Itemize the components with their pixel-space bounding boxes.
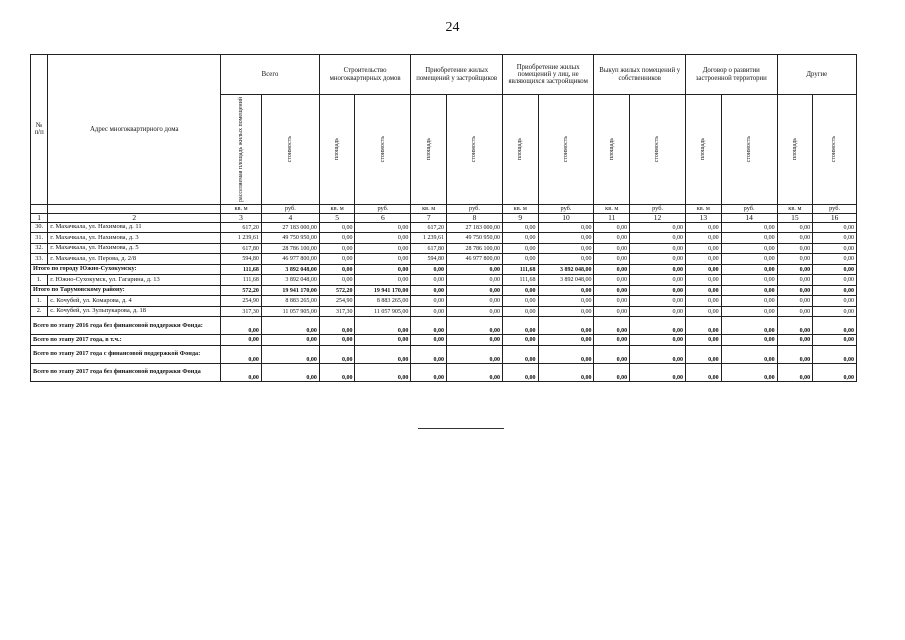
group-header-buyout: Выкуп жилых помещений у собственников xyxy=(594,55,686,95)
index-cell: 5 xyxy=(319,213,355,222)
value-cell: 0,00 xyxy=(446,345,502,363)
value-cell: 0,00 xyxy=(813,275,857,286)
value-cell: 0,00 xyxy=(502,243,538,254)
value-cell: 0,00 xyxy=(630,264,686,275)
row-address: г. Южно-Сухокумск, ул. Гагарина, д. 13 xyxy=(48,275,221,286)
value-cell: 617,20 xyxy=(411,222,447,233)
row-address: г. Махачкала, ул. Нахимова, д. 11 xyxy=(48,222,221,233)
value-cell: 0,00 xyxy=(411,296,447,307)
value-cell: 0,00 xyxy=(721,233,777,244)
value-cell: 0,00 xyxy=(721,254,777,265)
value-cell: 0,00 xyxy=(777,254,813,265)
value-cell: 0,00 xyxy=(319,363,355,381)
value-cell: 0,00 xyxy=(594,345,630,363)
value-cell: 0,00 xyxy=(777,285,813,296)
value-cell: 0,00 xyxy=(319,264,355,275)
value-cell: 0,00 xyxy=(777,296,813,307)
total-label: Всего по этапу 2016 года без финансовой поддержки Фонда: xyxy=(31,317,221,335)
row-address: г. Махачкала, ул. Нахимова, д. 5 xyxy=(48,243,221,254)
value-cell: 46 977 800,00 xyxy=(446,254,502,265)
value-cell: 0,00 xyxy=(813,254,857,265)
group-header-other: Другие xyxy=(777,55,856,95)
value-cell: 0,00 xyxy=(355,317,411,335)
value-cell: 0,00 xyxy=(721,222,777,233)
value-cell: 0,00 xyxy=(777,222,813,233)
subheader-area-total: расселяемая площадь жилых помещений xyxy=(237,97,244,202)
value-cell: 0,00 xyxy=(355,233,411,244)
value-cell: 0,00 xyxy=(686,285,722,296)
value-cell: 27 183 000,00 xyxy=(446,222,502,233)
index-cell: 6 xyxy=(355,213,411,222)
index-cell: 14 xyxy=(721,213,777,222)
table-row xyxy=(31,243,857,254)
value-cell: 0,00 xyxy=(686,363,722,381)
value-cell: 0,00 xyxy=(594,243,630,254)
value-cell: 0,00 xyxy=(355,243,411,254)
unit-cost: руб. xyxy=(538,204,594,213)
value-cell: 8 883 265,00 xyxy=(355,296,411,307)
value-cell: 617,80 xyxy=(411,243,447,254)
index-cell: 2 xyxy=(48,213,221,222)
index-cell: 8 xyxy=(446,213,502,222)
index-cell: 3 xyxy=(221,213,262,222)
value-cell: 0,00 xyxy=(813,335,857,346)
index-cell: 9 xyxy=(502,213,538,222)
row-address: г. Махачкала, ул. Перова, д. 2/8 xyxy=(48,254,221,265)
value-cell: 0,00 xyxy=(502,285,538,296)
value-cell: 0,00 xyxy=(777,345,813,363)
index-cell: 1 xyxy=(31,213,48,222)
value-cell: 0,00 xyxy=(411,345,447,363)
value-cell: 0,00 xyxy=(594,264,630,275)
value-cell: 0,00 xyxy=(261,345,319,363)
row-address: с. Кочубей, ул. Комарова, д. 4 xyxy=(48,296,221,307)
index-cell: 7 xyxy=(411,213,447,222)
value-cell: 0,00 xyxy=(502,233,538,244)
value-cell: 0,00 xyxy=(538,335,594,346)
value-cell: 0,00 xyxy=(538,243,594,254)
unit-cost: руб. xyxy=(261,204,319,213)
subheader-cost: стоимость xyxy=(379,136,386,163)
header-row-groups xyxy=(31,55,857,95)
value-cell: 0,00 xyxy=(721,306,777,317)
row-number: 1. xyxy=(31,275,48,286)
value-cell: 28 786 100,00 xyxy=(261,243,319,254)
value-cell: 0,00 xyxy=(594,275,630,286)
value-cell: 0,00 xyxy=(721,285,777,296)
value-cell: 0,00 xyxy=(686,243,722,254)
value-cell: 0,00 xyxy=(411,264,447,275)
value-cell: 0,00 xyxy=(502,306,538,317)
value-cell: 0,00 xyxy=(721,243,777,254)
value-cell: 0,00 xyxy=(630,254,686,265)
unit-cost: руб. xyxy=(813,204,857,213)
value-cell: 0,00 xyxy=(538,317,594,335)
subheader-cost: стоимость xyxy=(745,136,752,163)
value-cell: 0,00 xyxy=(594,233,630,244)
unit-area: кв. м xyxy=(319,204,355,213)
subheader-area: площадь xyxy=(700,138,707,161)
unit-area: кв. м xyxy=(221,204,262,213)
value-cell: 572,20 xyxy=(319,285,355,296)
value-cell: 0,00 xyxy=(319,335,355,346)
value-cell: 0,00 xyxy=(502,363,538,381)
value-cell: 0,00 xyxy=(538,285,594,296)
index-cell: 4 xyxy=(261,213,319,222)
value-cell: 0,00 xyxy=(686,296,722,307)
index-cell: 15 xyxy=(777,213,813,222)
value-cell: 0,00 xyxy=(411,363,447,381)
value-cell: 0,00 xyxy=(538,254,594,265)
value-cell: 3 892 048,00 xyxy=(261,264,319,275)
row-address: г. Махачкала, ул. Нахимова, д. 3 xyxy=(48,233,221,244)
value-cell: 0,00 xyxy=(355,345,411,363)
table-row xyxy=(31,254,857,265)
col-address-header: Адрес многоквартирного дома xyxy=(48,55,221,205)
value-cell: 0,00 xyxy=(355,363,411,381)
table-row xyxy=(31,275,857,286)
value-cell: 0,00 xyxy=(721,363,777,381)
row-number: 32. xyxy=(31,243,48,254)
value-cell: 111,68 xyxy=(502,275,538,286)
value-cell: 0,00 xyxy=(355,264,411,275)
value-cell: 0,00 xyxy=(721,264,777,275)
row-number: 30. xyxy=(31,222,48,233)
index-cell: 10 xyxy=(538,213,594,222)
unit-area: кв. м xyxy=(594,204,630,213)
row-number: 2. xyxy=(31,306,48,317)
subheader-area: площадь xyxy=(517,138,524,161)
value-cell: 0,00 xyxy=(411,285,447,296)
subheader-area: площадь xyxy=(333,138,340,161)
value-cell: 0,00 xyxy=(686,254,722,265)
group-header-construction: Строительство многоквартирных домов xyxy=(319,55,411,95)
total-label: Итого по городу Южно-Сухокумску: xyxy=(31,264,221,275)
value-cell: 27 183 000,00 xyxy=(261,222,319,233)
index-cell: 16 xyxy=(813,213,857,222)
row-address: с. Кочубей, ул. Зульпукарова, д. 18 xyxy=(48,306,221,317)
total-row xyxy=(31,345,857,363)
value-cell: 0,00 xyxy=(446,275,502,286)
value-cell: 0,00 xyxy=(630,285,686,296)
value-cell: 0,00 xyxy=(538,296,594,307)
value-cell: 0,00 xyxy=(686,233,722,244)
value-cell: 0,00 xyxy=(446,317,502,335)
value-cell: 317,30 xyxy=(221,306,262,317)
value-cell: 0,00 xyxy=(630,306,686,317)
unit-area: кв. м xyxy=(686,204,722,213)
group-header-territory-development: Договор о развитии застроенной территории xyxy=(686,55,778,95)
unit-area: кв. м xyxy=(411,204,447,213)
row-number: 33. xyxy=(31,254,48,265)
value-cell: 0,00 xyxy=(686,264,722,275)
table-row xyxy=(31,222,857,233)
table-row xyxy=(31,233,857,244)
value-cell: 572,20 xyxy=(221,285,262,296)
value-cell: 0,00 xyxy=(594,363,630,381)
unit-area: кв. м xyxy=(777,204,813,213)
value-cell: 3 892 048,00 xyxy=(261,275,319,286)
value-cell: 11 057 905,00 xyxy=(261,306,319,317)
table-body xyxy=(31,222,857,381)
value-cell: 0,00 xyxy=(319,254,355,265)
table-row xyxy=(31,296,857,307)
value-cell: 0,00 xyxy=(777,317,813,335)
value-cell: 0,00 xyxy=(630,335,686,346)
value-cell: 1 239,61 xyxy=(221,233,262,244)
unit-cost: руб. xyxy=(721,204,777,213)
value-cell: 49 750 950,00 xyxy=(261,233,319,244)
value-cell: 0,00 xyxy=(813,233,857,244)
value-cell: 0,00 xyxy=(538,222,594,233)
value-cell: 0,00 xyxy=(446,306,502,317)
value-cell: 111,68 xyxy=(221,264,262,275)
units-row xyxy=(31,204,857,213)
value-cell: 0,00 xyxy=(721,296,777,307)
total-label: Всего по этапу 2017 года без финансовой поддержки Фонда xyxy=(31,363,221,381)
value-cell: 0,00 xyxy=(319,345,355,363)
value-cell: 0,00 xyxy=(721,345,777,363)
subheader-area: площадь xyxy=(791,138,798,161)
end-divider-line xyxy=(418,428,504,429)
value-cell: 0,00 xyxy=(319,275,355,286)
value-cell: 0,00 xyxy=(686,317,722,335)
value-cell: 0,00 xyxy=(721,335,777,346)
value-cell: 0,00 xyxy=(502,296,538,307)
value-cell: 0,00 xyxy=(594,222,630,233)
value-cell: 0,00 xyxy=(411,306,447,317)
subheader-area: площадь xyxy=(425,138,432,161)
value-cell: 0,00 xyxy=(261,317,319,335)
value-cell: 0,00 xyxy=(777,335,813,346)
value-cell: 3 892 048,00 xyxy=(538,275,594,286)
value-cell: 317,30 xyxy=(319,306,355,317)
table-row xyxy=(31,306,857,317)
value-cell: 0,00 xyxy=(502,254,538,265)
total-row xyxy=(31,335,857,346)
program-table xyxy=(30,54,857,382)
value-cell: 0,00 xyxy=(319,317,355,335)
value-cell: 0,00 xyxy=(594,254,630,265)
total-row xyxy=(31,317,857,335)
value-cell: 0,00 xyxy=(355,335,411,346)
value-cell: 19 941 170,00 xyxy=(261,285,319,296)
value-cell: 3 892 048,00 xyxy=(538,264,594,275)
index-cell: 12 xyxy=(630,213,686,222)
value-cell: 0,00 xyxy=(630,222,686,233)
unit-cost: руб. xyxy=(630,204,686,213)
value-cell: 0,00 xyxy=(502,335,538,346)
row-number: 1. xyxy=(31,296,48,307)
value-cell: 0,00 xyxy=(221,363,262,381)
unit-area: кв. м xyxy=(502,204,538,213)
value-cell: 0,00 xyxy=(594,335,630,346)
value-cell: 0,00 xyxy=(221,345,262,363)
value-cell: 0,00 xyxy=(777,243,813,254)
value-cell: 0,00 xyxy=(538,363,594,381)
value-cell: 0,00 xyxy=(446,363,502,381)
value-cell: 0,00 xyxy=(777,233,813,244)
value-cell: 0,00 xyxy=(319,243,355,254)
index-row xyxy=(31,213,857,222)
value-cell: 0,00 xyxy=(686,335,722,346)
value-cell: 0,00 xyxy=(813,243,857,254)
value-cell: 594,80 xyxy=(221,254,262,265)
total-label: Итого по Тарумовскому району: xyxy=(31,285,221,296)
page-number: 24 xyxy=(445,20,460,35)
subheader-cost: стоимость xyxy=(831,136,838,163)
index-cell: 11 xyxy=(594,213,630,222)
value-cell: 594,80 xyxy=(411,254,447,265)
value-cell: 0,00 xyxy=(502,222,538,233)
total-label: Всего по этапу 2017 года, в т.ч.: xyxy=(31,335,221,346)
value-cell: 0,00 xyxy=(538,345,594,363)
value-cell: 11 057 905,00 xyxy=(355,306,411,317)
subheader-cost: стоимость xyxy=(654,136,661,163)
value-cell: 0,00 xyxy=(446,264,502,275)
total-row xyxy=(31,363,857,381)
value-cell: 0,00 xyxy=(813,306,857,317)
value-cell: 0,00 xyxy=(221,335,262,346)
value-cell: 49 750 950,00 xyxy=(446,233,502,244)
value-cell: 0,00 xyxy=(777,275,813,286)
value-cell: 0,00 xyxy=(630,317,686,335)
value-cell: 0,00 xyxy=(686,275,722,286)
value-cell: 0,00 xyxy=(411,275,447,286)
group-header-total: Всего xyxy=(221,55,320,95)
value-cell: 0,00 xyxy=(813,222,857,233)
col-num-header: № п/п xyxy=(31,55,48,205)
value-cell: 0,00 xyxy=(446,335,502,346)
total-row xyxy=(31,285,857,296)
value-cell: 0,00 xyxy=(813,345,857,363)
subheader-area: площадь xyxy=(608,138,615,161)
unit-cost: руб. xyxy=(446,204,502,213)
value-cell: 0,00 xyxy=(630,345,686,363)
value-cell: 0,00 xyxy=(594,285,630,296)
value-cell: 28 786 100,00 xyxy=(446,243,502,254)
value-cell: 0,00 xyxy=(538,306,594,317)
total-label: Всего по этапу 2017 года с финансовой поддержкой Фонда: xyxy=(31,345,221,363)
value-cell: 0,00 xyxy=(355,222,411,233)
unit-cost: руб. xyxy=(355,204,411,213)
value-cell: 0,00 xyxy=(319,222,355,233)
value-cell: 0,00 xyxy=(502,345,538,363)
index-cell: 13 xyxy=(686,213,722,222)
value-cell: 254,90 xyxy=(221,296,262,307)
value-cell: 0,00 xyxy=(446,296,502,307)
value-cell: 617,20 xyxy=(221,222,262,233)
value-cell: 0,00 xyxy=(813,363,857,381)
value-cell: 0,00 xyxy=(777,306,813,317)
value-cell: 0,00 xyxy=(630,363,686,381)
value-cell: 0,00 xyxy=(686,306,722,317)
value-cell: 0,00 xyxy=(411,317,447,335)
subheader-cost: стоимость xyxy=(471,136,478,163)
value-cell: 0,00 xyxy=(594,296,630,307)
value-cell: 0,00 xyxy=(261,335,319,346)
value-cell: 0,00 xyxy=(813,264,857,275)
value-cell: 0,00 xyxy=(221,317,262,335)
value-cell: 19 941 170,00 xyxy=(355,285,411,296)
value-cell: 0,00 xyxy=(319,233,355,244)
value-cell: 617,80 xyxy=(221,243,262,254)
value-cell: 0,00 xyxy=(630,233,686,244)
value-cell: 0,00 xyxy=(261,363,319,381)
value-cell: 111,68 xyxy=(221,275,262,286)
value-cell: 1 239,61 xyxy=(411,233,447,244)
value-cell: 0,00 xyxy=(813,285,857,296)
value-cell: 0,00 xyxy=(721,275,777,286)
value-cell: 0,00 xyxy=(777,264,813,275)
row-number: 31. xyxy=(31,233,48,244)
value-cell: 0,00 xyxy=(686,345,722,363)
value-cell: 0,00 xyxy=(594,306,630,317)
group-header-purchase-non-developers: Приобретение жилых помещений у лиц, не являющихся застройщиком xyxy=(502,55,594,95)
value-cell: 0,00 xyxy=(355,254,411,265)
value-cell: 8 883 265,00 xyxy=(261,296,319,307)
value-cell: 0,00 xyxy=(686,222,722,233)
value-cell: 46 977 800,00 xyxy=(261,254,319,265)
subheader-cost: стоимость xyxy=(562,136,569,163)
value-cell: 111,68 xyxy=(502,264,538,275)
value-cell: 0,00 xyxy=(630,296,686,307)
value-cell: 0,00 xyxy=(446,285,502,296)
group-header-purchase-developers: Приобретение жилых помещений у застройщиков xyxy=(411,55,503,95)
value-cell: 0,00 xyxy=(813,317,857,335)
value-cell: 0,00 xyxy=(777,363,813,381)
value-cell: 0,00 xyxy=(721,317,777,335)
total-row xyxy=(31,264,857,275)
value-cell: 0,00 xyxy=(411,335,447,346)
program-table-container xyxy=(30,54,857,382)
value-cell: 254,90 xyxy=(319,296,355,307)
value-cell: 0,00 xyxy=(502,317,538,335)
value-cell: 0,00 xyxy=(594,317,630,335)
value-cell: 0,00 xyxy=(630,243,686,254)
value-cell: 0,00 xyxy=(630,275,686,286)
value-cell: 0,00 xyxy=(355,275,411,286)
subheader-cost-total: стоимость xyxy=(287,136,294,163)
value-cell: 0,00 xyxy=(538,233,594,244)
value-cell: 0,00 xyxy=(813,296,857,307)
